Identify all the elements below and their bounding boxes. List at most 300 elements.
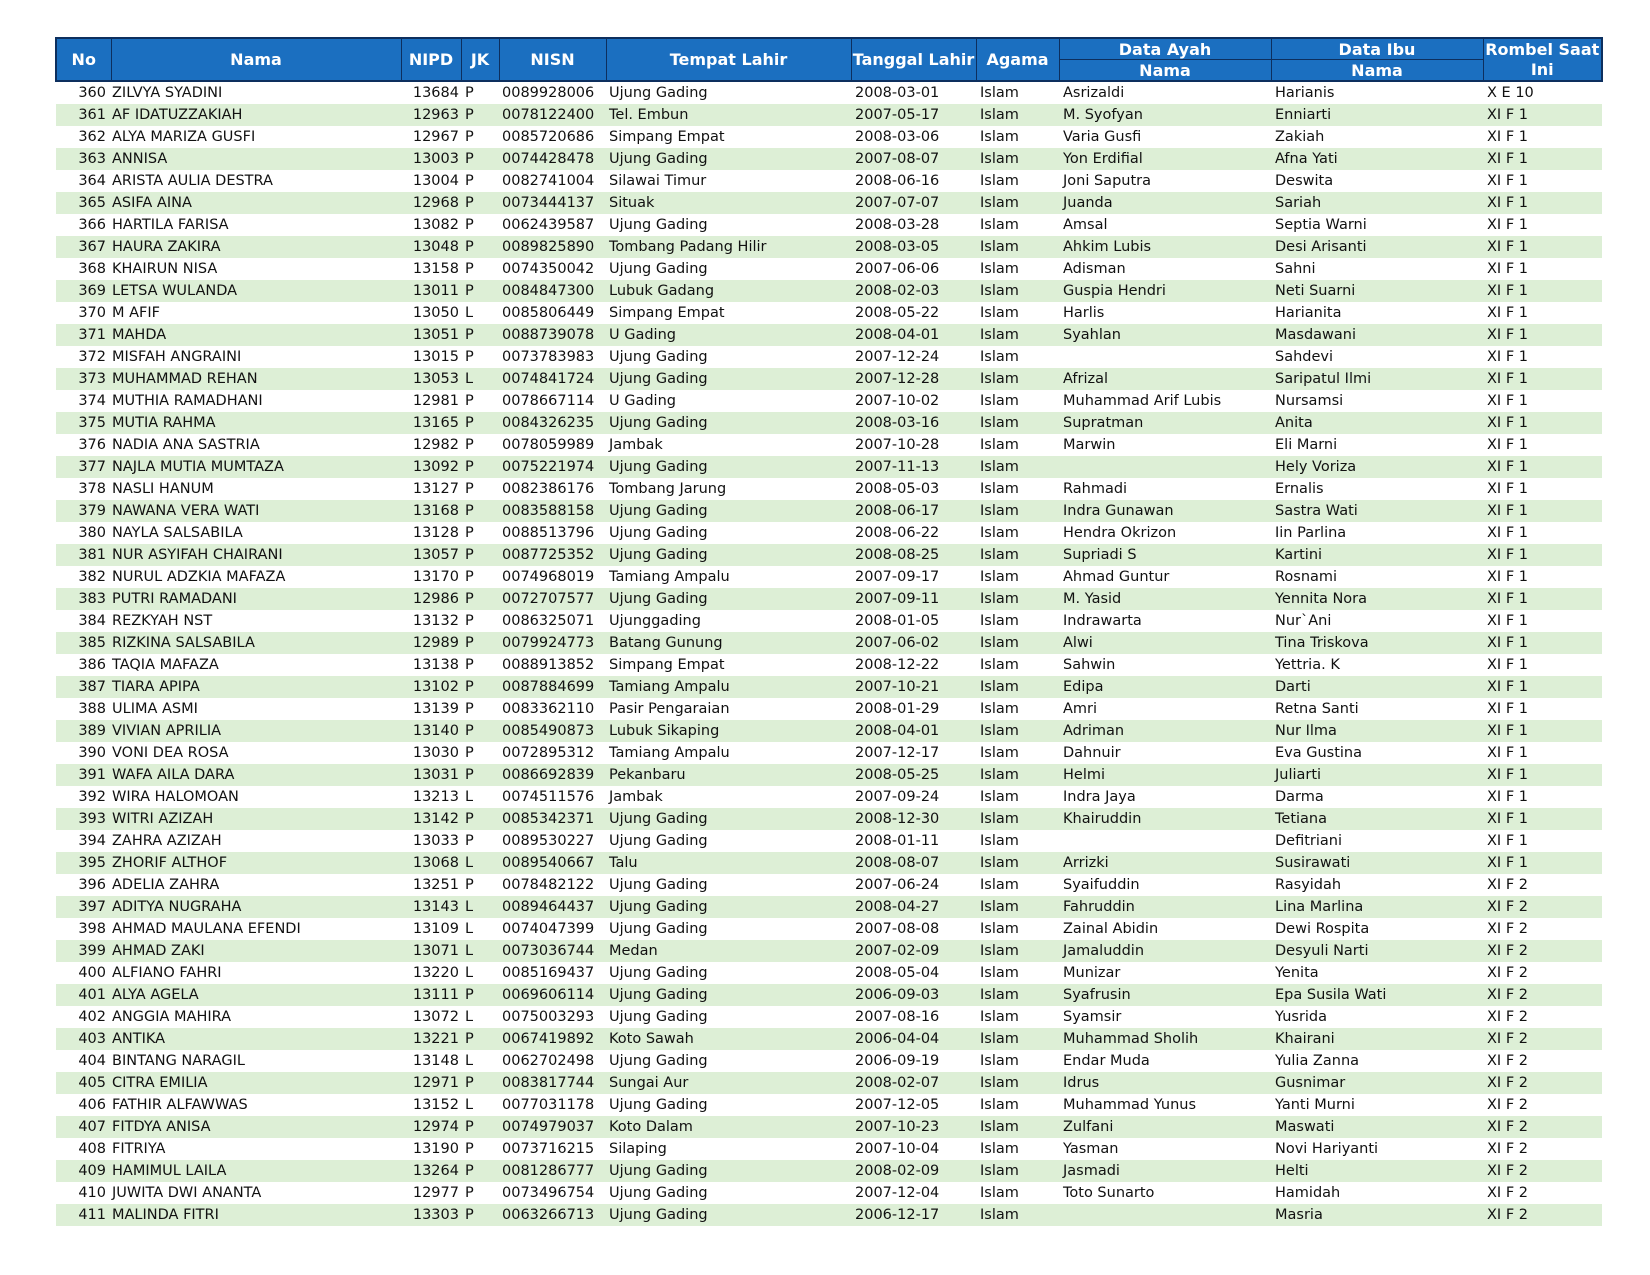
cell-nipd: 13051 xyxy=(401,324,461,346)
cell-nipd: 13138 xyxy=(412,657,459,673)
cell-agama: Islam xyxy=(976,896,1059,918)
cell-no: 382 xyxy=(78,569,106,585)
cell-nama: AF IDATUZZAKIAH xyxy=(111,104,401,126)
cell-tanggal-lahir: 2008-04-27 xyxy=(851,896,976,918)
cell-rombel: XI F 1 xyxy=(1483,676,1602,698)
cell-nama: MAHDA xyxy=(111,324,401,346)
cell-no: 393 xyxy=(56,808,111,830)
cell-nama: ADITYA NUGRAHA xyxy=(111,896,401,918)
table-row xyxy=(56,412,1602,434)
table-row xyxy=(56,632,1602,654)
cell-no: 405 xyxy=(56,1072,111,1094)
cell-tanggal-lahir: 2008-06-22 xyxy=(855,525,940,541)
cell-no: 369 xyxy=(56,280,111,302)
cell-agama: Islam xyxy=(976,236,1059,258)
cell-tanggal-lahir: 2008-06-16 xyxy=(855,173,940,189)
cell-nama-ibu: Desi Arisanti xyxy=(1271,236,1483,258)
cell-jk: P xyxy=(461,1116,499,1138)
cell-no: 361 xyxy=(56,104,111,126)
cell-tanggal-lahir: 2007-06-06 xyxy=(855,261,940,277)
table-row xyxy=(56,214,1602,236)
cell-tanggal-lahir: 2008-12-22 xyxy=(855,657,940,673)
cell-nama-ibu: Lina Marlina xyxy=(1271,896,1483,918)
cell-tempat-lahir: Ujung Gading xyxy=(609,217,708,233)
cell-jk: P xyxy=(465,745,474,761)
cell-nisn: 0072707577 xyxy=(499,588,606,610)
cell-jk: P xyxy=(465,217,474,233)
cell-nama: BINTANG NARAGIL xyxy=(112,1053,245,1069)
cell-nipd: 13128 xyxy=(412,525,459,541)
cell-tanggal-lahir: 2008-02-07 xyxy=(851,1072,976,1094)
table-row xyxy=(56,896,1602,918)
cell-tanggal-lahir: 2006-04-04 xyxy=(851,1028,976,1050)
cell-nama-ayah: Ahkim Lubis xyxy=(1059,236,1271,258)
cell-nisn: 0084326235 xyxy=(499,412,606,434)
cell-tanggal-lahir: 2008-06-17 xyxy=(851,500,976,522)
table-row xyxy=(56,1138,1602,1160)
table-row xyxy=(56,126,1602,148)
cell-tanggal-lahir: 2007-09-11 xyxy=(851,588,976,610)
cell-nama-ibu: Tina Triskova xyxy=(1271,632,1483,654)
header-ibu-nama: Nama xyxy=(1271,60,1483,82)
cell-nipd: 13168 xyxy=(401,500,461,522)
cell-nama: ALYA AGELA xyxy=(111,984,401,1006)
cell-nipd: 12981 xyxy=(412,393,459,409)
cell-nipd: 13139 xyxy=(412,701,459,717)
cell-nama: NAWANA VERA WATI xyxy=(111,500,401,522)
cell-nisn: 0069606114 xyxy=(499,984,606,1006)
cell-tempat-lahir: Ujung Gading xyxy=(606,456,851,478)
cell-nama: ZILVYA SYADINI xyxy=(112,85,223,101)
cell-nipd: 13053 xyxy=(401,368,461,390)
cell-rombel: XI F 1 xyxy=(1487,745,1528,761)
cell-nama-ayah: Ahmad Guntur xyxy=(1063,569,1170,585)
cell-rombel: XI F 1 xyxy=(1487,657,1528,673)
cell-nipd: 12971 xyxy=(401,1072,461,1094)
cell-nama-ibu: Hamidah xyxy=(1275,1185,1341,1201)
student-table xyxy=(55,37,1601,1226)
cell-nama: NASLI HANUM xyxy=(112,481,214,497)
cell-rombel: XI F 1 xyxy=(1483,588,1602,610)
cell-nisn: 0077031178 xyxy=(502,1097,595,1113)
cell-rombel: XI F 1 xyxy=(1487,525,1528,541)
cell-nama-ayah xyxy=(1059,346,1271,368)
cell-no: 396 xyxy=(78,877,106,893)
header-nisn: NISN xyxy=(499,38,606,81)
cell-nisn: 0081286777 xyxy=(499,1160,606,1182)
cell-jk: L xyxy=(461,368,499,390)
cell-agama: Islam xyxy=(980,481,1019,497)
cell-nisn: 0085720686 xyxy=(502,129,595,145)
cell-tanggal-lahir: 2008-01-11 xyxy=(855,833,940,849)
cell-agama: Islam xyxy=(980,1097,1019,1113)
cell-no: 408 xyxy=(78,1141,106,1157)
cell-jk: P xyxy=(461,984,499,1006)
cell-nama: ZHORIF ALTHOF xyxy=(111,852,401,874)
cell-no: 360 xyxy=(78,85,106,101)
cell-nama: ULIMA ASMI xyxy=(112,701,198,717)
cell-tanggal-lahir: 2007-07-07 xyxy=(851,192,976,214)
cell-tanggal-lahir: 2007-10-02 xyxy=(855,393,940,409)
cell-nama: ARISTA AULIA DESTRA xyxy=(112,173,273,189)
cell-rombel: XI F 1 xyxy=(1487,129,1528,145)
cell-nama-ayah: Edipa xyxy=(1059,676,1271,698)
table-row xyxy=(56,104,1602,126)
cell-tempat-lahir: Medan xyxy=(606,940,851,962)
cell-rombel: XI F 1 xyxy=(1487,481,1528,497)
table-row xyxy=(56,522,1602,544)
table-row xyxy=(56,390,1602,412)
cell-nama: FITDYA ANISA xyxy=(111,1116,401,1138)
cell-tanggal-lahir: 2007-12-05 xyxy=(855,1097,940,1113)
cell-tanggal-lahir: 2008-04-01 xyxy=(851,324,976,346)
cell-agama: Islam xyxy=(976,940,1059,962)
cell-rombel: XI F 2 xyxy=(1483,1204,1602,1226)
table-row xyxy=(56,456,1602,478)
cell-nisn: 0074841724 xyxy=(499,368,606,390)
cell-nama: WITRI AZIZAH xyxy=(111,808,401,830)
cell-nipd: 13142 xyxy=(401,808,461,830)
cell-nama: REZKYAH NST xyxy=(112,613,213,629)
cell-tanggal-lahir: 2008-05-03 xyxy=(855,481,940,497)
cell-tanggal-lahir: 2008-03-05 xyxy=(851,236,976,258)
cell-no: 411 xyxy=(56,1204,111,1226)
cell-nama-ibu: Helti xyxy=(1271,1160,1483,1182)
cell-no: 387 xyxy=(56,676,111,698)
cell-nama-ayah: Muhammad Sholih xyxy=(1059,1028,1271,1050)
cell-nisn: 0084847300 xyxy=(499,280,606,302)
cell-nisn: 0078059989 xyxy=(502,437,595,453)
cell-nama: NURUL ADZKIA MAFAZA xyxy=(112,569,286,585)
cell-no: 367 xyxy=(56,236,111,258)
cell-nipd: 13251 xyxy=(412,877,459,893)
cell-rombel: XI F 1 xyxy=(1487,613,1528,629)
cell-nipd: 12967 xyxy=(412,129,459,145)
header-agama: Agama xyxy=(976,38,1059,81)
cell-jk: L xyxy=(465,789,474,805)
cell-tanggal-lahir: 2008-12-30 xyxy=(851,808,976,830)
table-row xyxy=(56,984,1602,1006)
cell-rombel: XI F 2 xyxy=(1487,1053,1528,1069)
cell-tempat-lahir: Ujung Gading xyxy=(606,500,851,522)
header-nama: Nama xyxy=(111,38,401,81)
cell-tanggal-lahir: 2007-09-24 xyxy=(855,789,940,805)
table-row xyxy=(56,720,1602,742)
cell-jk: P xyxy=(461,236,499,258)
cell-nama: TAQIA MAFAZA xyxy=(112,657,219,673)
cell-jk: P xyxy=(461,1160,499,1182)
cell-tempat-lahir: Ujunggading xyxy=(609,613,701,629)
cell-agama: Islam xyxy=(980,745,1019,761)
cell-nama-ibu: Eva Gustina xyxy=(1275,745,1363,761)
cell-nipd: 13011 xyxy=(401,280,461,302)
cell-nama-ibu: Tetiana xyxy=(1271,808,1483,830)
cell-nisn: 0083817744 xyxy=(499,1072,606,1094)
cell-tanggal-lahir: 2007-12-28 xyxy=(851,368,976,390)
cell-nama-ayah: Munizar xyxy=(1063,965,1121,981)
cell-tempat-lahir: Ujung Gading xyxy=(609,833,708,849)
cell-tanggal-lahir: 2007-11-13 xyxy=(851,456,976,478)
cell-nama-ayah: Fahruddin xyxy=(1059,896,1271,918)
table-row xyxy=(56,852,1602,874)
cell-rombel: XI F 2 xyxy=(1483,1072,1602,1094)
cell-tempat-lahir: Simpang Empat xyxy=(609,305,725,321)
cell-tempat-lahir: Koto Dalam xyxy=(606,1116,851,1138)
cell-tanggal-lahir: 2008-04-01 xyxy=(851,720,976,742)
cell-nama-ibu: Susirawati xyxy=(1271,852,1483,874)
cell-nipd: 13072 xyxy=(412,1009,459,1025)
table-row xyxy=(56,764,1602,786)
cell-tempat-lahir: Ujung Gading xyxy=(609,1053,708,1069)
cell-nama: ZAHRA AZIZAH xyxy=(112,833,222,849)
cell-nama-ibu: Desyuli Narti xyxy=(1271,940,1483,962)
cell-nipd: 13048 xyxy=(401,236,461,258)
cell-nisn: 0088913852 xyxy=(502,657,595,673)
cell-nama-ibu: Eli Marni xyxy=(1275,437,1338,453)
cell-nisn: 0073036744 xyxy=(499,940,606,962)
cell-rombel: XI F 2 xyxy=(1487,921,1528,937)
cell-no: 386 xyxy=(78,657,106,673)
cell-nama-ibu: Yulia Zanna xyxy=(1275,1053,1360,1069)
cell-jk: P xyxy=(465,525,474,541)
cell-tempat-lahir: Ujung Gading xyxy=(609,965,708,981)
cell-agama: Islam xyxy=(976,1072,1059,1094)
cell-nama: CITRA EMILIA xyxy=(111,1072,401,1094)
cell-no: 374 xyxy=(78,393,106,409)
cell-agama: Islam xyxy=(976,412,1059,434)
cell-nama-ibu: Khairani xyxy=(1271,1028,1483,1050)
cell-nama-ayah: Supratman xyxy=(1059,412,1271,434)
cell-tanggal-lahir: 2008-08-07 xyxy=(851,852,976,874)
table-body xyxy=(56,81,1602,1226)
cell-jk: P xyxy=(461,148,499,170)
cell-nama: NUR ASYIFAH CHAIRANI xyxy=(111,544,401,566)
cell-nama-ayah: Varia Gusfi xyxy=(1063,129,1142,145)
cell-tempat-lahir: Ujung Gading xyxy=(606,148,851,170)
cell-rombel: XI F 2 xyxy=(1487,877,1528,893)
cell-nisn: 0074350042 xyxy=(502,261,595,277)
cell-nama-ibu: Yanti Murni xyxy=(1275,1097,1355,1113)
header-data-ibu: Data Ibu xyxy=(1271,38,1483,60)
cell-jk: P xyxy=(461,1072,499,1094)
cell-nipd: 13015 xyxy=(412,349,459,365)
cell-jk: P xyxy=(461,764,499,786)
cell-jk: P xyxy=(465,1185,474,1201)
table-row xyxy=(56,544,1602,566)
cell-nisn: 0089530227 xyxy=(502,833,595,849)
table-row xyxy=(56,368,1602,390)
cell-nama-ibu: Maswati xyxy=(1271,1116,1483,1138)
cell-jk: P xyxy=(465,349,474,365)
cell-no: 371 xyxy=(56,324,111,346)
cell-jk: P xyxy=(461,544,499,566)
cell-agama: Islam xyxy=(976,984,1059,1006)
cell-tanggal-lahir: 2007-08-08 xyxy=(855,921,940,937)
cell-tempat-lahir: Ujung Gading xyxy=(609,1185,708,1201)
cell-agama: Islam xyxy=(976,456,1059,478)
cell-tempat-lahir: Ujung Gading xyxy=(609,261,708,277)
cell-no: 380 xyxy=(78,525,106,541)
table-row xyxy=(56,346,1602,368)
cell-nama: ASIFA AINA xyxy=(111,192,401,214)
table-row xyxy=(56,1072,1602,1094)
cell-nama-ayah: Idrus xyxy=(1059,1072,1271,1094)
cell-nama-ibu: Nur Ilma xyxy=(1271,720,1483,742)
cell-nama-ayah: Joni Saputra xyxy=(1063,173,1151,189)
cell-no: 366 xyxy=(78,217,106,233)
cell-rombel: XI F 1 xyxy=(1487,701,1528,717)
cell-nipd: 13132 xyxy=(412,613,459,629)
cell-nipd: 13158 xyxy=(412,261,459,277)
cell-agama: Islam xyxy=(980,129,1019,145)
cell-agama: Islam xyxy=(976,588,1059,610)
cell-nipd: 13057 xyxy=(401,544,461,566)
cell-agama: Islam xyxy=(976,368,1059,390)
cell-agama: Islam xyxy=(980,1185,1019,1201)
cell-agama: Islam xyxy=(980,217,1019,233)
cell-tanggal-lahir: 2008-08-25 xyxy=(851,544,976,566)
cell-tempat-lahir: Silaping xyxy=(609,1141,667,1157)
cell-tempat-lahir: Tel. Embun xyxy=(606,104,851,126)
cell-nama-ayah: Jasmadi xyxy=(1059,1160,1271,1182)
cell-nama-ayah: Dahnuir xyxy=(1063,745,1121,761)
cell-nama-ibu: Masria xyxy=(1271,1204,1483,1226)
table-row xyxy=(56,280,1602,302)
cell-agama: Islam xyxy=(980,789,1019,805)
cell-tempat-lahir: U Gading xyxy=(606,324,851,346)
cell-no: 364 xyxy=(78,173,106,189)
cell-tanggal-lahir: 2008-05-25 xyxy=(851,764,976,786)
cell-agama: Islam xyxy=(976,632,1059,654)
cell-rombel: XI F 2 xyxy=(1483,984,1602,1006)
cell-tempat-lahir: Ujung Gading xyxy=(609,921,708,937)
cell-nama-ibu: Deswita xyxy=(1275,173,1334,189)
cell-jk: L xyxy=(461,896,499,918)
cell-nisn: 0089928006 xyxy=(502,85,595,101)
header-tanggal-lahir: Tanggal Lahir xyxy=(851,38,976,81)
cell-jk: P xyxy=(465,569,474,585)
cell-jk: P xyxy=(461,500,499,522)
cell-nipd: 13092 xyxy=(401,456,461,478)
cell-jk: P xyxy=(465,129,474,145)
cell-agama: Islam xyxy=(976,720,1059,742)
cell-jk: P xyxy=(461,632,499,654)
cell-no: 370 xyxy=(78,305,106,321)
cell-tempat-lahir: Lubuk Gadang xyxy=(606,280,851,302)
cell-nama-ibu: Saripatul Ilmi xyxy=(1271,368,1483,390)
cell-agama: Islam xyxy=(976,808,1059,830)
cell-no: 391 xyxy=(56,764,111,786)
table-row xyxy=(56,1116,1602,1138)
cell-rombel: XI F 1 xyxy=(1483,852,1602,874)
cell-nama: MUTHIA RAMADHANI xyxy=(112,393,263,409)
table-row xyxy=(56,698,1602,720)
cell-nama: RIZKINA SALSABILA xyxy=(111,632,401,654)
cell-nama-ibu: Sahni xyxy=(1275,261,1316,277)
cell-nama-ibu: Iin Parlina xyxy=(1275,525,1347,541)
cell-nama: MUHAMMAD REHAN xyxy=(111,368,401,390)
cell-nama-ayah: Indra Gunawan xyxy=(1059,500,1271,522)
cell-tanggal-lahir: 2007-10-21 xyxy=(851,676,976,698)
cell-rombel: XI F 1 xyxy=(1483,764,1602,786)
cell-tanggal-lahir: 2007-09-17 xyxy=(855,569,940,585)
cell-tempat-lahir: Ujung Gading xyxy=(606,984,851,1006)
cell-tanggal-lahir: 2008-02-03 xyxy=(851,280,976,302)
cell-agama: Islam xyxy=(976,324,1059,346)
table-row xyxy=(56,148,1602,170)
cell-nisn: 0067419892 xyxy=(499,1028,606,1050)
cell-jk: P xyxy=(461,324,499,346)
cell-nisn: 0089540667 xyxy=(499,852,606,874)
cell-agama: Islam xyxy=(976,104,1059,126)
cell-nipd: 12977 xyxy=(412,1185,459,1201)
cell-tanggal-lahir: 2007-10-23 xyxy=(851,1116,976,1138)
cell-tanggal-lahir: 2007-05-17 xyxy=(851,104,976,126)
cell-agama: Islam xyxy=(980,525,1019,541)
cell-rombel: XI F 2 xyxy=(1483,896,1602,918)
cell-nama-ayah: Alwi xyxy=(1059,632,1271,654)
cell-nama: AHMAD MAULANA EFENDI xyxy=(112,921,301,937)
cell-jk: L xyxy=(461,852,499,874)
cell-agama: Islam xyxy=(976,500,1059,522)
cell-no: 404 xyxy=(78,1053,106,1069)
cell-tanggal-lahir: 2008-03-28 xyxy=(855,217,940,233)
cell-nama-ayah: Muhammad Arif Lubis xyxy=(1063,393,1222,409)
cell-nipd: 13111 xyxy=(401,984,461,1006)
cell-nisn: 0082386176 xyxy=(502,481,595,497)
cell-no: 384 xyxy=(78,613,106,629)
cell-nisn: 0087884699 xyxy=(499,676,606,698)
cell-nama: HAURA ZAKIRA xyxy=(111,236,401,258)
cell-nama-ayah xyxy=(1059,830,1271,852)
cell-agama: Islam xyxy=(980,877,1019,893)
cell-rombel: XI F 2 xyxy=(1487,1097,1528,1113)
cell-tanggal-lahir: 2007-10-28 xyxy=(855,437,940,453)
cell-nipd: 13127 xyxy=(412,481,459,497)
cell-nama-ibu: Retna Santi xyxy=(1275,701,1359,717)
cell-nama-ayah: Afrizal xyxy=(1059,368,1271,390)
cell-agama: Islam xyxy=(976,852,1059,874)
cell-nama: NADIA ANA SASTRIA xyxy=(112,437,260,453)
cell-nisn: 0085490873 xyxy=(499,720,606,742)
cell-tempat-lahir: Ujung Gading xyxy=(606,544,851,566)
cell-no: 363 xyxy=(56,148,111,170)
cell-rombel: XI F 1 xyxy=(1487,349,1528,365)
cell-nisn: 0075003293 xyxy=(502,1009,595,1025)
cell-tanggal-lahir: 2006-09-19 xyxy=(855,1053,940,1069)
cell-nama: FITRIYA xyxy=(112,1141,166,1157)
cell-nama: MISFAH ANGRAINI xyxy=(112,349,242,365)
table-row xyxy=(56,236,1602,258)
cell-tempat-lahir: Ujung Gading xyxy=(606,808,851,830)
cell-tempat-lahir: Ujung Gading xyxy=(609,349,708,365)
cell-nama-ibu: Nur`Ani xyxy=(1275,613,1332,629)
cell-tempat-lahir: Ujung Gading xyxy=(606,588,851,610)
cell-jk: L xyxy=(465,921,474,937)
cell-nisn: 0073783983 xyxy=(502,349,595,365)
cell-rombel: XI F 1 xyxy=(1483,500,1602,522)
cell-agama: Islam xyxy=(980,393,1019,409)
cell-nipd: 12974 xyxy=(401,1116,461,1138)
table-row xyxy=(56,1050,1602,1072)
cell-jk: L xyxy=(465,965,474,981)
cell-nisn: 0073716215 xyxy=(502,1141,595,1157)
cell-tanggal-lahir: 2007-12-04 xyxy=(855,1185,940,1201)
cell-nama-ibu: Yusrida xyxy=(1275,1009,1328,1025)
cell-nama-ibu: Darma xyxy=(1275,789,1324,805)
cell-agama: Islam xyxy=(980,437,1019,453)
cell-tanggal-lahir: 2008-03-01 xyxy=(855,85,940,101)
